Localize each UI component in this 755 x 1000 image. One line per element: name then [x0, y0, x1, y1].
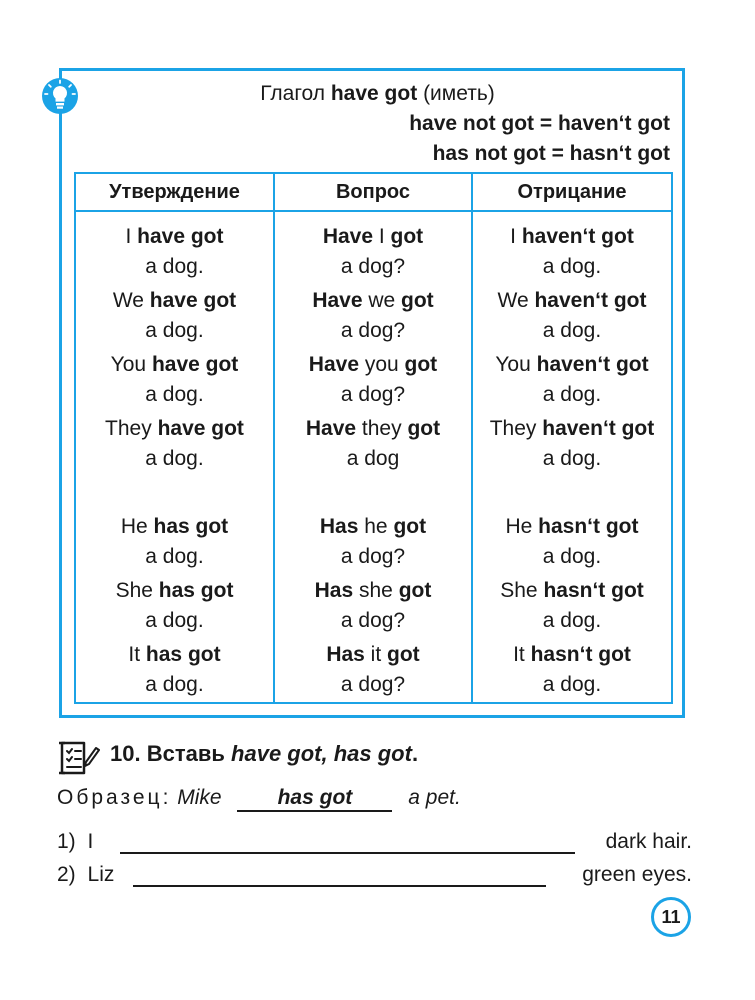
- affirmative-sentence: He has got: [120, 515, 229, 538]
- sample-label: Образец:: [57, 786, 172, 809]
- question-sentence: Has he got: [319, 515, 427, 538]
- affirmative-sentence: We have got: [112, 289, 237, 312]
- affirmative-object: a dog.: [145, 446, 204, 470]
- exercise-title: 10. Вставь have got, has got.: [110, 741, 419, 766]
- question-sentence: Has it got: [326, 643, 420, 666]
- affirmative-sentence: You have got: [110, 353, 239, 376]
- affirmative-sentence: I have got: [125, 225, 224, 248]
- affirmative-sentence: They have got: [105, 417, 244, 440]
- affirmative-object: a dog.: [145, 382, 204, 406]
- negative-object: a dog.: [542, 672, 602, 696]
- question-sentence: Have we got: [312, 289, 434, 312]
- question-object: a dog?: [340, 672, 406, 696]
- page-number: 11: [651, 897, 691, 937]
- question-sentence: Have they got: [305, 417, 441, 440]
- contraction-have: have not got = haven‘t got: [409, 112, 670, 135]
- negative-column: [473, 214, 671, 699]
- negative-sentence: They haven‘t got: [489, 417, 655, 440]
- sample-object: a pet.: [408, 786, 461, 809]
- item-1-ending: dark hair.: [605, 830, 692, 853]
- negative-sentence: She hasn‘t got: [500, 579, 644, 602]
- question-sentence: Has she got: [314, 579, 432, 602]
- sample-subject: Mike: [177, 786, 222, 809]
- negative-object: a dog.: [542, 254, 602, 278]
- question-sentence: Have you got: [308, 353, 438, 376]
- exercise-number: 10.: [110, 741, 141, 766]
- question-object: a dog?: [340, 254, 406, 278]
- affirmative-sentence: It has got: [128, 643, 221, 666]
- answer-blank-1[interactable]: [120, 852, 575, 854]
- question-column: [275, 214, 471, 699]
- affirmative-object: a dog.: [145, 544, 204, 568]
- question-object: a dog?: [340, 382, 406, 406]
- negative-sentence: We haven‘t got: [497, 289, 647, 312]
- contraction-has: has not got = hasn‘t got: [432, 142, 670, 165]
- exercise-instruction: Вставь: [146, 741, 225, 766]
- question-object: a dog: [346, 446, 400, 470]
- negative-object: a dog.: [542, 544, 602, 568]
- negative-object: a dog.: [542, 608, 602, 632]
- affirmative-column: [76, 214, 273, 699]
- checklist-pencil-icon: [58, 738, 100, 776]
- negative-sentence: I haven‘t got: [510, 225, 634, 248]
- answer-blank-2[interactable]: [133, 885, 546, 887]
- sample-answer: has got: [237, 786, 392, 812]
- header-negative: Отрицание: [517, 181, 627, 203]
- rule-title: Глагол have got (иметь): [260, 82, 495, 105]
- question-object: a dog?: [340, 544, 406, 568]
- question-object: a dog?: [340, 608, 406, 632]
- negative-object: a dog.: [542, 382, 602, 406]
- affirmative-object: a dog.: [145, 672, 204, 696]
- affirmative-object: a dog.: [145, 318, 204, 342]
- question-object: a dog?: [340, 318, 406, 342]
- exercise-item-1: 1) I: [57, 830, 94, 853]
- negative-object: a dog.: [542, 318, 602, 342]
- exercise-words: have got, has got: [231, 741, 412, 766]
- exercise-item-2: 2) Liz: [57, 863, 115, 886]
- grammar-table: [74, 172, 673, 704]
- negative-object: a dog.: [542, 446, 602, 470]
- negative-sentence: It hasn‘t got: [513, 643, 631, 666]
- item-2-ending: green eyes.: [582, 863, 692, 886]
- affirmative-sentence: She has got: [115, 579, 234, 602]
- negative-sentence: You haven‘t got: [495, 353, 649, 376]
- header-question: Вопрос: [335, 181, 411, 203]
- negative-sentence: He hasn‘t got: [505, 515, 639, 538]
- affirmative-object: a dog.: [145, 608, 204, 632]
- question-sentence: Have I got: [322, 225, 424, 248]
- affirmative-object: a dog.: [145, 254, 204, 278]
- sample-line: [57, 786, 461, 812]
- header-affirmative: Утверждение: [109, 181, 240, 203]
- header-divider: [76, 210, 671, 212]
